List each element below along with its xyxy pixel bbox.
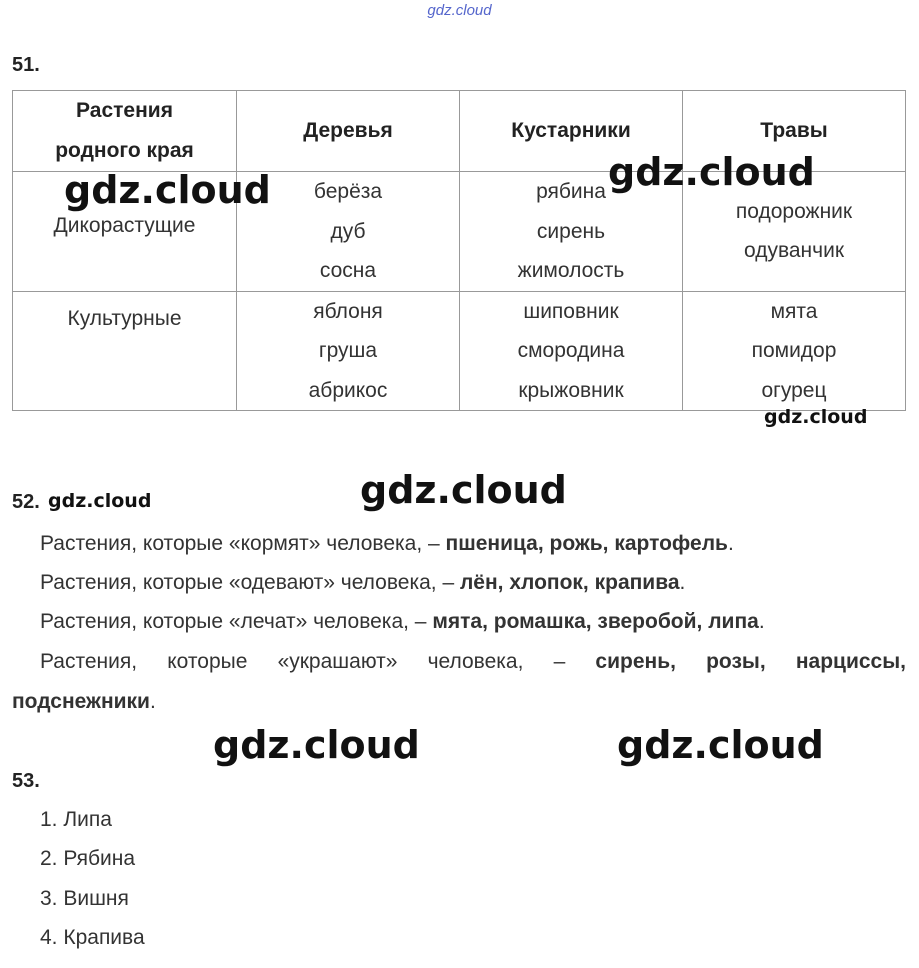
paragraph-decorate-cont: подснежники.: [12, 690, 156, 713]
paragraph-decorate: Растения, которые «украшают» человека, – сирень, розы, нарциссы,: [40, 650, 906, 673]
cultivated-herbs-cell: [683, 291, 906, 411]
list-item: одуванчик: [743, 239, 845, 263]
list-item: 1. Липа: [40, 808, 112, 831]
list-item: рябина: [536, 180, 606, 203]
header-trees: Деревья: [237, 91, 460, 172]
answer-feed: пшеница, рожь, картофель: [445, 532, 728, 555]
paragraph-feed: Растения, которые «кормят» человека, – пшеница, рожь, картофель.: [40, 532, 734, 555]
plants-table: [12, 90, 906, 411]
watermark: gdz.cloud: [617, 723, 824, 767]
row-label-cultivated: Культурные: [13, 291, 237, 411]
cultivated-shrubs-cell: [460, 291, 683, 411]
answer-heal: мята, ромашка, зверобой, липа: [432, 610, 759, 633]
watermark: gdz.cloud: [48, 490, 152, 512]
list-item: шиповник: [523, 299, 619, 323]
list-item: жимолость: [517, 259, 625, 282]
list-item: дуб: [330, 219, 366, 243]
list-item: абрикос: [308, 378, 388, 402]
list-item: 3. Вишня: [40, 887, 129, 910]
task-51-number: 51.: [12, 54, 40, 76]
list-item: мята: [770, 299, 818, 323]
answer-decorate-cont: подснежники: [12, 690, 150, 713]
task-52-number: 52.: [12, 491, 40, 513]
watermark: gdz.cloud: [64, 168, 271, 212]
list-item: сирень: [536, 219, 606, 243]
list-item: 2. Рябина: [40, 847, 136, 870]
row-label-wild: Дикорастущие: [13, 172, 237, 292]
watermark: gdz.cloud: [608, 150, 815, 194]
site-link[interactable]: gdz.cloud: [427, 2, 492, 19]
header-plants-native: Растения родного края: [13, 91, 237, 172]
list-item: груша: [318, 339, 378, 362]
answer-clothe: лён, хлопок, крапива: [459, 571, 680, 594]
table-row-cultivated: [13, 291, 906, 411]
watermark: gdz.cloud: [360, 468, 567, 512]
header-herbs: Травы: [683, 91, 906, 172]
cultivated-trees-cell: [237, 291, 460, 411]
list-item: помидор: [751, 339, 837, 362]
list-item: 4. Крапива: [40, 926, 145, 949]
list-item: крыжовник: [518, 378, 624, 402]
list-item: подорожник: [735, 199, 853, 223]
task-53-number: 53.: [12, 770, 40, 792]
list-item: сосна: [319, 259, 377, 282]
header-shrubs: Кустарники: [460, 91, 683, 172]
list-item: смородина: [517, 339, 625, 362]
watermark: gdz.cloud: [213, 723, 420, 767]
watermark: gdz.cloud: [764, 406, 868, 428]
list-item: берёза: [313, 180, 383, 203]
list-item: яблоня: [313, 299, 383, 323]
list-item: огурец: [761, 378, 827, 402]
paragraph-heal: Растения, которые «лечат» человека, – мята, ромашка, зверобой, липа.: [40, 610, 765, 633]
paragraph-clothe: Растения, которые «одевают» человека, – лён, хлопок, крапива.: [40, 571, 686, 594]
